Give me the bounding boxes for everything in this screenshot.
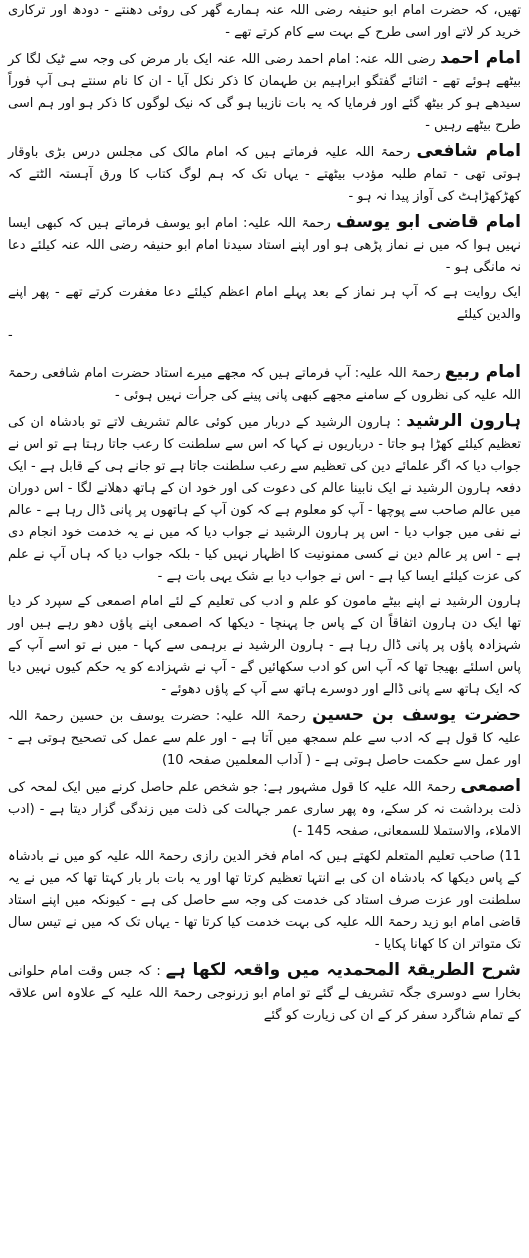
paragraph-text: ایک روایت ہے کہ آپ ہر نماز کے بعد پہلے امام اعظم کیلئے دعا مغفرت کرتے تھے - پھر اپنے والدین کیلئے <box>8 285 521 322</box>
paragraph-mamun <box>8 591 521 701</box>
paragraph-text: رحمۃ اللہ علیہ: امام ابو یوسف فرماتے ہیں کہ کبھی ایسا نہیں ہوا کہ میں نے نماز پڑھی ہو اور اپنے استاد سیدنا امام ابو حنیفہ رضی اللہ عنہ کیلئے دعا نہ مانگی ہو - <box>8 216 521 275</box>
paragraph-sharh-tariqa <box>8 959 521 1027</box>
heading-yusuf-bin-husain: حضرت یوسف بن حسین <box>312 705 521 725</box>
dash-mark: - <box>8 328 13 343</box>
heading-imam-rabi: امام ربیع <box>444 362 521 382</box>
paragraph-harun-rashid <box>8 410 521 588</box>
paragraph-text: 11) صاحب تعلیم المتعلم لکھتے ہیں کہ امام فخر الدین رازی رحمۃ اللہ علیہ کو میں نے بادشاہ کے پاس دیکھا کہ بادشاہ ان کی بے انتہا تعظیم کرتا تھا اور یہ بات بار بار کہتا تھا کہ میں نے یہ سلطنت اور عزت صرف استاد کی خدمت کی وجہ سے حاصل کی ہے - کیونکہ میں اپنے استاد قاضی امام ابو زید رحمۃ اللہ علیہ کی بہت خدمت کیا کرتا تھا - یہاں تک کہ میں نے تیس سال تک متواتر ان کا کھانا پکایا - <box>8 849 521 952</box>
paragraph-text: ہارون الرشید نے اپنے بیٹے مامون کو علم و ادب کی تعلیم کے لئے امام اصمعی کے سپرد کر دیا تھا ایک دن ہارون اتفاقاً ان کے پاس جا پہنچا - دیکھا کہ اصمعی اپنے پاؤں دھو رہے ہیں اور شہزادہ پاؤں پر پانی ڈال رہا ہے - ہارون الرشید نے برہمی سے کہا - میں نے تو اسے آپ کے پاس اسلئے بھیجا تھا کہ آپ اس کو ادب سکھائیں گے - آپ نے شہزادے کو یہ حکم کیوں نہیں دیا کہ ایک ہاتھ سے پانی ڈالے اور دوسرے ہاتھ سے آپ کے پاؤں دھوئے - <box>8 594 521 697</box>
heading-asmai: اصمعی <box>460 776 521 796</box>
paragraph-text: تھیں، کہ حضرت امام ابو حنیفہ رضی اللہ عنہ ہمارے گھر کی روئی دھنتے - دودھ اور ترکاری خرید کر لاتے اور اسی طرح کے بہت سے کام کرتے تھے - <box>8 3 521 40</box>
heading-imam-ahmad: امام احمد <box>440 48 521 68</box>
paragraph-opening <box>8 0 521 44</box>
heading-qazi-abu-yusuf: امام قاضی ابو یوسف <box>336 212 521 232</box>
heading-harun-rashid: ہارون الرشید <box>406 411 521 431</box>
paragraph-text: رحمۃ اللہ علیہ کا قول مشہور ہے: جو شخص علم حاصل کرنے میں ایک لمحہ کی ذلت برداشت نہ کر سکے، وہ پھر ساری عمر جہالت کی ذلت میں زندگی گزار دیتا ہے - (ادب الاملاء، والاستملا للسمعانی، صفحہ 145 -) <box>8 780 521 839</box>
heading-imam-shafii: امام شافعی <box>416 141 521 161</box>
paragraph-text: رحمۃ اللہ علیہ: حضرت یوسف بن حسین رحمۃ اللہ علیہ کا قول ہے کہ ادب سے علم سمجھ میں آتا ہے - اور علم سے عمل کی تصحیح ہوتی ہے - اور عمل سے حکمت حاصل ہوتی ہے - ( آداب المعلمین صفحہ 10) <box>8 709 521 768</box>
paragraph-qazi-abu-yusuf <box>8 211 521 279</box>
paragraph-text: رحمۃ اللہ علیہ فرماتے ہیں کہ امام مالک کی مجلس درس بڑی باوقار ہوتی تھی - تمام طلبہ مؤدب بیٹھتے - یہاں تک کہ ہم لوگ کتاب کا ورق آہستہ الٹتے کہ کھڑکھڑاہٹ کی آواز پیدا نہ ہو - <box>8 145 521 204</box>
paragraph-imam-shafii <box>8 140 521 208</box>
paragraph-text: رضی اللہ عنہ: امام احمد رضی اللہ عنہ ایک بار مرض کی وجہ سے ٹیک لگا کر بیٹھے ہوئے تھے - اثنائے گفتگو ابراہیم بن طہمان کا ذکر نکل آیا - ان کا نام سنتے ہی آپ فوراً سیدھے ہو کر بیٹھ گئے اور فرمایا کہ یہ بات نازیبا ہو گی کہ نیک لوگوں کا ذکر ہو اور ہم اسی طرح بیٹھے رہیں - <box>8 52 521 133</box>
paragraph-text: : کہ جس وقت امام حلوانی بخارا سے دوسری جگہ تشریف لے گئے تو امام ابو زرنوجی رحمۃ اللہ علیہ کے علاوہ اس علاقہ کے تمام شاگرد سفر کر کے ان کی زیارت کو گئے <box>8 964 521 1023</box>
heading-sharh-tariqa: شرح الطریقۃ المحمدیہ میں واقعہ لکھا ہے <box>165 960 522 980</box>
paragraph-riwayat <box>8 282 521 326</box>
paragraph-imam-ahmad <box>8 47 521 137</box>
paragraph-yusuf-bin-husain <box>8 704 521 772</box>
paragraph-text: رحمۃ اللہ علیہ: آپ فرماتے ہیں کہ مجھے میرے استاد حضرت امام شافعی رحمۃ اللہ علیہ کی نظروں کے سامنے مجھے کبھی پانی پینے کی جرأت نہیں ہوئی - <box>8 366 521 403</box>
paragraph-asmai <box>8 775 521 843</box>
paragraph-imam-rabi <box>8 361 521 407</box>
spacer <box>8 343 521 361</box>
paragraph-item-11 <box>8 846 521 956</box>
paragraph-text: : ہارون الرشید کے دربار میں کوئی عالم تشریف لاتے تو بادشاہ ان کی تعظیم کیلئے کھڑا ہو جاتا - درباریوں نے کہا کہ اس سے سلطنت کا رعب جاتا رہتا ہے تو اس نے جواب دیا کہ اگر علمائے دین کی تعظیم سے رعب سلطنت جاتا ہے تو جانے ہی کے قابل ہے - ایک دفعہ ہارون الرشید نے ایک نابینا عالم کی دعوت کی اور خود ان کے ہاتھ دھلانے لگا - اس دوران میں عالم صاحب سے پوچھا - آپ کو معلوم ہے کہ کون آپ کے ہاتھوں پر پانی ڈال رہا ہے - عالم نے نفی میں جواب دیا - اس پر ہارون الرشید نے جواب دیا کہ میں نے یہ خدمت خود انجام دی ہے - اس پر عالم دین نے کسی ممنونیت کا اظہار نہیں کیا - بلکہ جواب دیا کہ ہاں آپ نے علم کی عزت کیلئے ایسا کیا ہے - اس نے جواب دیا بے شک یہی بات ہے - <box>8 415 521 584</box>
